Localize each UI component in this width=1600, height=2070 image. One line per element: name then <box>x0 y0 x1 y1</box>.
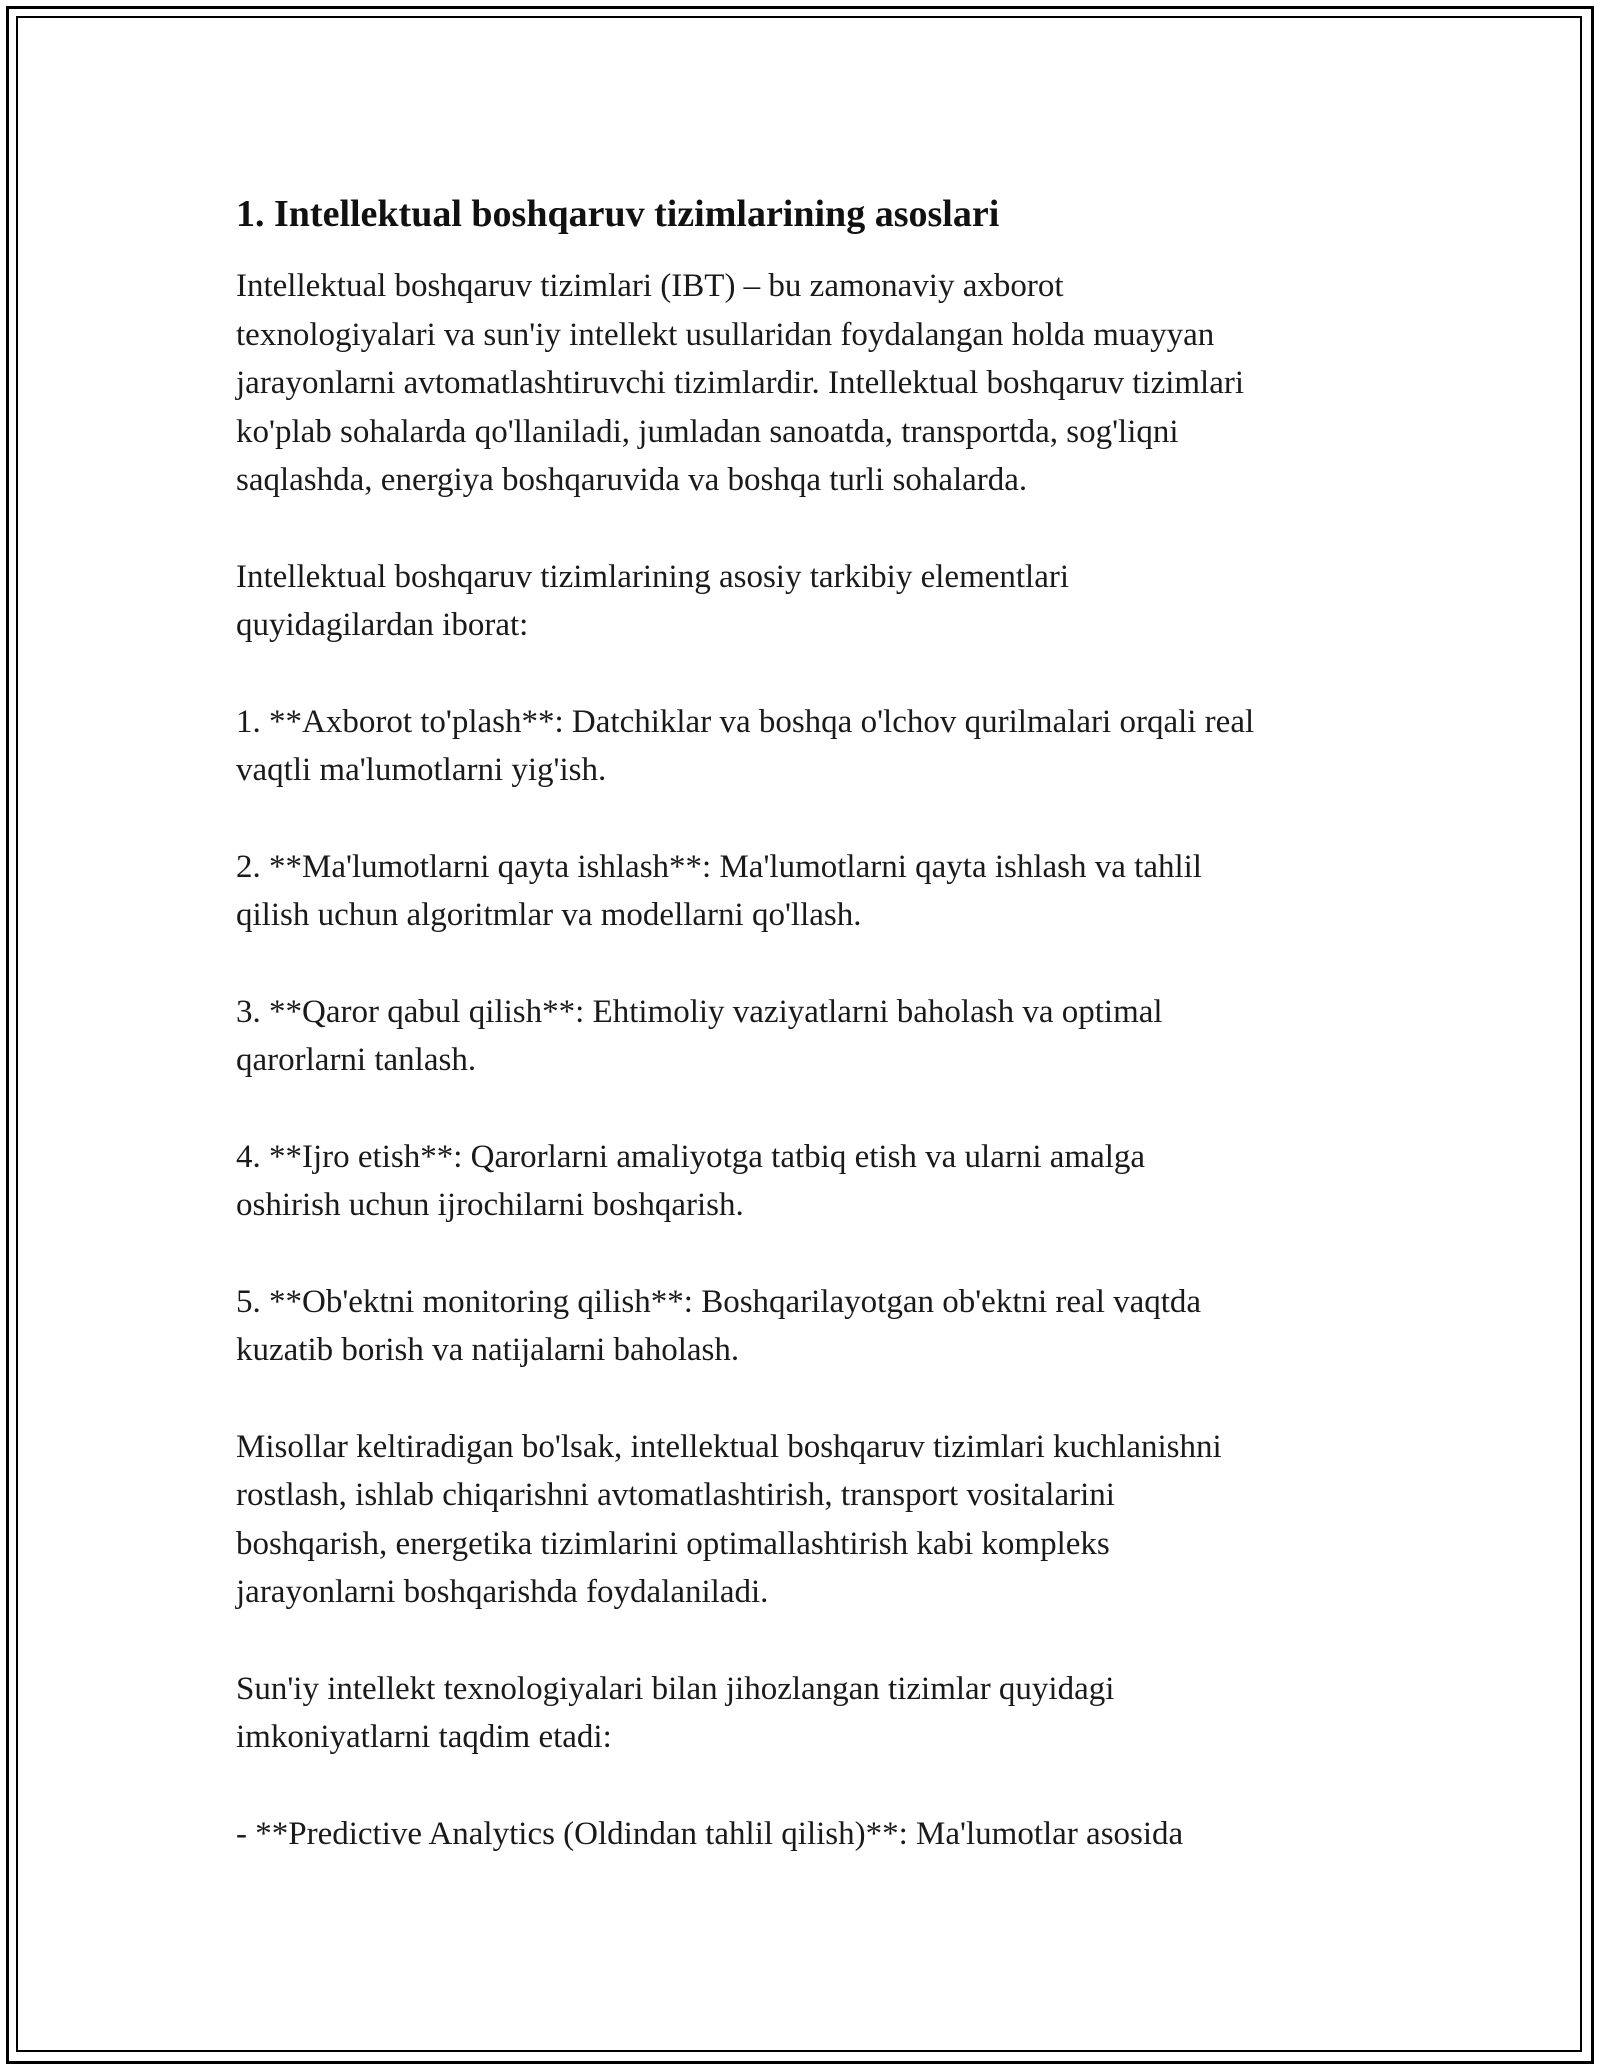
list-item: 1. **Axborot to'plash**: Datchiklar va boshqa o'lchov qurilmalari orqali real vaqtli ma'lumotlarni yig'ish. <box>236 703 1255 788</box>
bullet-item: - **Predictive Analytics (Oldindan tahlil qilish)**: Ma'lumotlar asosida <box>236 1815 1184 1852</box>
elements-intro-paragraph: Intellektual boshqaruv tizimlarining asosiy tarkibiy elementlari quyidagilardan iborat: <box>236 558 1070 643</box>
spacer <box>236 240 1386 262</box>
list-item: 2. **Ma'lumotlarni qayta ishlash**: Ma'lumotlarni qayta ishlash va tahlil qilish uchun algoritmlar va modellarni qo'llash. <box>236 848 1202 933</box>
spacer <box>236 795 1386 843</box>
ai-intro-paragraph: Sun'iy intellekt texnologiyalari bilan jihozlangan tizimlar quyidagi imkoniyatlarni taqdim etadi: <box>236 1670 1115 1755</box>
spacer <box>236 1085 1386 1133</box>
spacer <box>236 505 1386 553</box>
spacer <box>236 650 1386 698</box>
spacer <box>236 1375 1386 1423</box>
spacer <box>236 940 1386 988</box>
examples-paragraph: Misollar keltiradigan bo'lsak, intellektual boshqaruv tizimlari kuchlanishni rostlash, ishlab chiqarishni avtomatlashtirish, transport vositalarini boshqarish, energetika tizimlarini optimallashtirish kabi kompleks jarayonlarni boshqarishda foydalaniladi. <box>236 1428 1222 1610</box>
spacer <box>236 1762 1386 1810</box>
intro-paragraph: Intellektual boshqaruv tizimlari (IBT) – bu zamonaviy axborot texnologiyalari va sun'iy intellekt usullaridan foydalangan holda muayyan jarayonlarni avtomatlashtiruvchi tizimlardir. Intellektual boshqaruv tizimlari ko'plab sohalarda qo'llaniladi, jumladan sanoatda, transportda, sog'liqni saqlashda, energiya boshqaruvida va boshqa turli sohalarda. <box>236 268 1245 498</box>
spacer <box>236 1617 1386 1665</box>
list-item: 4. **Ijro etish**: Qarorlarni amaliyotga tatbiq etish va ularni amalga oshirish uchun ijrochilarni boshqarish. <box>236 1138 1146 1223</box>
spacer <box>236 1230 1386 1278</box>
document-body <box>236 188 1386 1858</box>
list-item: 3. **Qaror qabul qilish**: Ehtimoliy vaziyatlarni baholash va optimal qarorlarni tanlash. <box>236 993 1163 1078</box>
section-title: 1. Intellektual boshqaruv tizimlarining asoslari <box>236 193 1000 235</box>
list-item: 5. **Ob'ektni monitoring qilish**: Boshqarilayotgan ob'ektni real vaqtda kuzatib borish va natijalarni baholash. <box>236 1283 1202 1368</box>
